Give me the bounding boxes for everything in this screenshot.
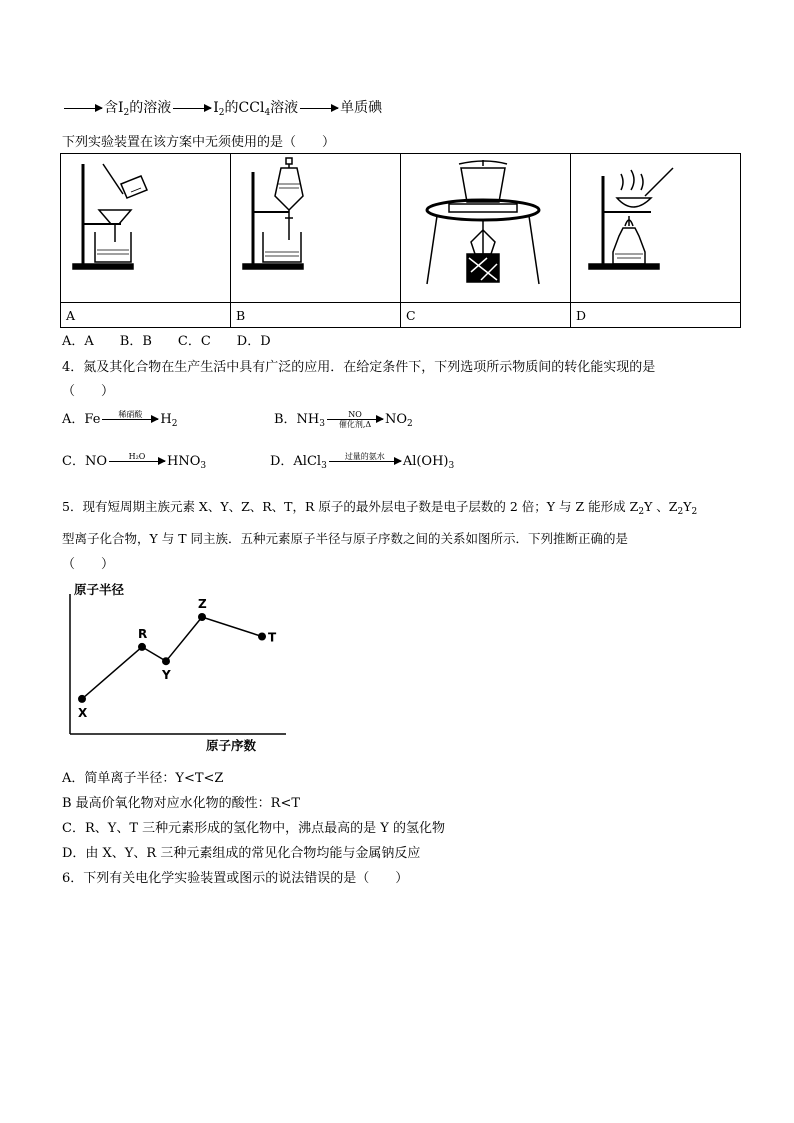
y-axis-label: 原子半径 xyxy=(74,582,125,597)
q4-option-b: B．$NH_3$ NO 催化剂,Δ $NO_2$ xyxy=(274,410,413,429)
point-label-x: X xyxy=(78,705,88,720)
q3-options: A．A B．B C．C D．D xyxy=(62,334,271,349)
point-x xyxy=(78,695,86,703)
crucible-heating-icon xyxy=(401,154,570,298)
q4-option-d: D．AlCl$_3$ 过量的氨水 $Al(OH)_3$ xyxy=(270,452,455,471)
q6-stem: 6．下列有关电化学实验装置或图示的说法错误的是（ ） xyxy=(62,871,409,886)
apparatus-label-c: C xyxy=(401,303,571,328)
q4-option-a: A．Fe 稀硝酸 $H_2$ xyxy=(62,410,178,429)
arrow-icon xyxy=(300,108,338,109)
q4-paren: （ ） xyxy=(62,384,115,399)
apparatus-label-d: D xyxy=(571,303,741,328)
apparatus-c-cell xyxy=(401,154,571,303)
q5-option-b: B 最高价氧化物对应水化物的酸性：R<T xyxy=(62,796,301,811)
filtration-apparatus-icon xyxy=(61,154,230,298)
point-label-y: Y xyxy=(162,668,171,683)
q3-stem: 下列实验装置在该方案中无须使用的是（ ） xyxy=(62,135,336,150)
flow-step2: $I_2$的CCl$_4$溶液 xyxy=(213,100,299,118)
apparatus-label-b: B xyxy=(231,303,401,328)
q5-line2: 型离子化合物，Y 与 T 同主族．五种元素原子半径与原子序数之间的关系如图所示．下列推断正确的是 xyxy=(62,531,629,546)
evaporation-apparatus-icon xyxy=(571,154,740,298)
q4-option-c: C．NO H₂O $HNO_3$ xyxy=(62,452,207,471)
point-y xyxy=(162,657,170,665)
point-label-z: Z xyxy=(198,597,207,611)
arrow-icon xyxy=(64,108,102,109)
point-label-r: R xyxy=(138,626,148,641)
apparatus-d-cell xyxy=(571,154,741,303)
series-line xyxy=(82,617,262,699)
apparatus-a-cell xyxy=(61,154,231,303)
separatory-funnel-icon xyxy=(231,154,400,298)
point-t xyxy=(258,633,266,641)
x-axis-label: 原子序数 xyxy=(206,738,257,753)
apparatus-label-a: A xyxy=(61,303,231,328)
q4-stem: 4．氮及其化合物在生产生活中具有广泛的应用．在给定条件下，下列选项所示物质间的转化能实现的是 xyxy=(62,360,656,375)
q5-option-d: D．由 X、Y、R 三种元素组成的常见化合物均能与金属钠反应 xyxy=(62,846,421,861)
apparatus-table xyxy=(60,153,741,328)
flow-line xyxy=(62,97,382,117)
q5-paren: （ ） xyxy=(62,557,115,572)
arrow-icon xyxy=(173,108,211,109)
q5-line1: 5．现有短周期主族元素 X、Y、Z、R、T，R 原子的最外层电子数是电子层数的 2 倍；Y 与 Z 能形成 $Z_2Y$ 、$Z_2Y_2$ xyxy=(62,499,698,517)
apparatus-b-cell xyxy=(231,154,401,303)
flow-step1: 含$I_2$的溶液 xyxy=(104,100,172,118)
q5-option-a: A．简单离子半径：Y<T<Z xyxy=(62,771,224,786)
q5-option-c: C．R、Y、T 三种元素形成的氢化物中，沸点最高的是 Y 的氢化物 xyxy=(62,821,445,836)
flow-step3: 单质碘 xyxy=(340,100,383,116)
point-label-t: T xyxy=(268,630,277,645)
point-z xyxy=(198,613,206,621)
point-r xyxy=(138,643,146,651)
radius-vs-atomic-number-chart xyxy=(56,578,296,758)
